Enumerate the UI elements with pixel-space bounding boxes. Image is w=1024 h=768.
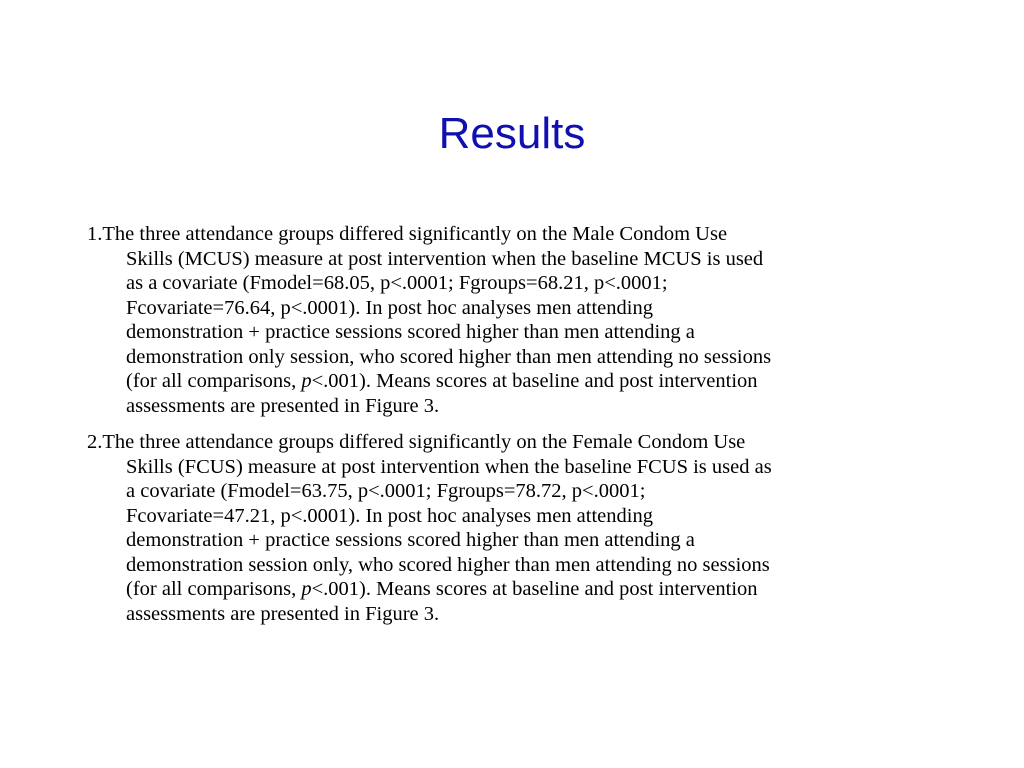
result-line: Fcovariate=47.21, p<.0001). In post hoc analyses men attending	[126, 504, 653, 527]
result-line: as a covariate (Fmodel=68.05, p<.0001; Fgroups=68.21, p<.0001;	[126, 272, 668, 294]
result-line: a covariate (Fmodel=63.75, p<.0001; Fgroups=78.72, p<.0001;	[126, 480, 646, 502]
result-line: 1.The three attendance groups differed significantly on the Male Condom Use	[87, 223, 728, 245]
result-line-text: <.001). Means scores at baseline and post intervention	[311, 578, 758, 600]
result-line-text: (for all comparisons,	[126, 578, 302, 600]
result-line	[87, 369, 947, 394]
p-value-symbol: p	[301, 370, 312, 392]
results-list	[87, 222, 947, 638]
result-line: Skills (FCUS) measure at post intervention when the baseline FCUS is used as	[126, 455, 772, 478]
result-line: Fcovariate=76.64, p<.0001). In post hoc analyses men attending	[126, 296, 653, 319]
result-line: Skills (MCUS) measure at post intervention when the baseline MCUS is used	[126, 247, 764, 270]
result-line-text: (for all comparisons,	[126, 370, 302, 392]
result-line: assessments are presented in Figure 3.	[126, 394, 440, 417]
result-line: assessments are presented in Figure 3.	[126, 602, 440, 625]
result-line-text: <.001). Means scores at baseline and post intervention	[311, 370, 758, 392]
result-line: demonstration only session, who scored higher than men attending no sessions	[126, 345, 772, 368]
result-line: demonstration + practice sessions scored higher than men attending a	[126, 529, 695, 551]
result-line: demonstration session only, who scored higher than men attending no sessions	[126, 553, 770, 576]
p-value-symbol: p	[301, 578, 312, 600]
result-line: demonstration + practice sessions scored higher than men attending a	[126, 321, 695, 343]
result-item-2	[87, 430, 947, 626]
slide-title: Results	[438, 109, 586, 158]
result-item-1	[87, 222, 947, 418]
result-line: 2.The three attendance groups differed significantly on the Female Condom Use	[87, 431, 746, 453]
result-line	[87, 577, 947, 602]
